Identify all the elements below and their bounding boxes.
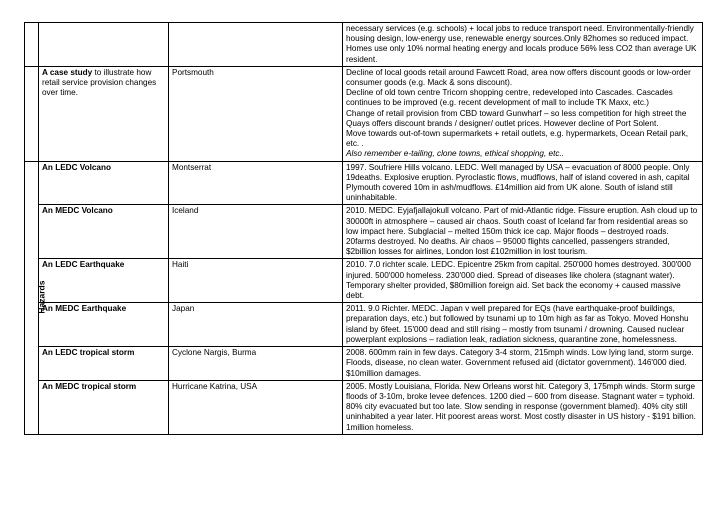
details-italic-text: Also remember e-tailing, clone towns, ethical shopping, etc.. [346,149,564,159]
example-cell [169,23,343,67]
topic-bold-text: An LEDC Volcano [42,162,111,172]
details-text: 2010. MEDC. Eyjafjallajokull volcano. Part of mid-Atlantic ridge. Fissure eruption. Ash cloud up to 30000ft in atmosphere – caused air chaos. South coast of Iceland far from residential areas so low impact here. Subglacial – melted 150m thick ice cap. Major floods – destroyed roads. 20farms destroyed. No deaths. Air chaos – 95000 flights cancelled, passengers stranded, $2billion losses for airlines, London lost £102million in lost tourism. [346,206,698,257]
table-row-ledc-tropical-storm [25,347,703,381]
topic-bold-text: An MEDC Earthquake [42,304,127,314]
example-text: Japan [172,304,195,314]
topic-bold-text: An LEDC tropical storm [42,348,135,358]
details-text: Decline of old town centre Tricorn shopping centre, redeveloped into Cascades. Cascades continues to be improved (e.g. recent development of mall to include TK Maxx, etc.) [346,88,673,108]
table-row-medc-volcano [25,205,703,259]
topic-cell [39,161,169,205]
table-row-ledc-earthquake [25,259,703,303]
topic-cell [39,23,169,67]
details-cell [343,259,703,303]
topic-bold-text: A case study [42,67,93,77]
example-cell [169,303,343,347]
section-label: Hazards [36,280,47,314]
table-row-continuation [25,23,703,67]
example-text: Hurricane Katrina, USA [172,381,258,391]
case-study-table [24,22,703,435]
section-label-cell [25,161,47,434]
details-text: Move towards out-of-town supermarkets + retail outlets, e.g. hypermarkets, Ocean Retail park, etc. . [346,129,688,149]
details-cell [343,205,703,259]
topic-cell [39,303,169,347]
details-text: 1997. Soufriere Hills volcano. LEDC. Well managed by USA – evacuation of 8000 people. Only 19deaths. Explosive eruption. Pyroclastic flows, mudflows, half of island covered in ash, capital Plymouth covered 10m in ash/mudflows. £14million aid from UK alone. South of island still uninhabitable. [346,162,690,203]
topic-bold-text: An MEDC tropical storm [42,381,137,391]
example-cell [169,380,343,434]
table-row-medc-tropical-storm [25,380,703,434]
topic-cell [39,347,169,381]
case-study-table-page [24,22,702,435]
example-cell [169,205,343,259]
topic-bold-text: An MEDC Volcano [42,206,113,216]
table-row-medc-earthquake [25,303,703,347]
details-text: necessary services (e.g. schools) + local jobs to reduce transport need. Environmentally-friendly housing design, low-energy use, renewable energy sources.Only 82homes so reduced impact. Homes use only 10% normal heating energy and locals produce 56% less CO2 than average UK resident. [346,24,697,64]
example-cell [169,347,343,381]
example-cell [169,161,343,205]
topic-cell [39,380,169,434]
details-cell [343,66,703,161]
example-text: Haiti [172,260,189,270]
details-cell [343,23,703,67]
section-cell-blank [25,23,39,67]
table-row-retail [25,66,703,161]
example-text: Cyclone Nargis, Burma [172,348,257,358]
details-text: 2011. 9.0 Richter. MEDC. Japan v well prepared for EQs (have earthquake-proof buildings, preparation days, etc.) but followed by tsunami up to 10m high as far as Tokyo. Moved Honshu island by 6feet. 15'000 dead and still rising – mostly from tsunami / drowning. Caused nuclear powerplant explosions – radiation leak, radiation sickness, quarantine zone, homelessness. [346,304,689,344]
details-text: 2008. 600mm rain in few days. Category 3-4 storm, 215mph winds. Low lying land, storm surge. Floods, disease, no clean water. Government refused aid (dictator government). 146'000 died. $10million damages. [346,348,694,378]
details-text: 2010. 7.0 richter scale. LEDC. Epicentre 25km from capital. 250'000 homes destroyed. 300'000 injured. 500'000 homeless. 230'000 died. Spread of diseases like cholera (stagnant water). Temporary shelter provided, $80million foreign aid. Set back the economy + caused massive debt. [346,260,691,301]
example-text: Montserrat [172,162,212,172]
details-cell [343,380,703,434]
table-row-ledc-volcano [25,161,703,205]
topic-bold-text: An LEDC Earthquake [42,260,125,270]
details-cell [343,347,703,381]
details-cell [343,161,703,205]
details-text: 2005. Mostly Louisiana, Florida. New Orleans worst hit. Category 3, 175mph winds. Storm surge floods of 3-10m, broke levee defences. 1200 died – 600 from disease. Stagnant water = typhoid. 80% city evacuated but too late. Slow sending in response (government blamed). 40% city still uninhabited a year later. Hit poorest areas worst. Most costly disaster in US history - $191 billion. 1million homeless. [346,381,696,432]
example-cell [169,259,343,303]
topic-cell [39,205,169,259]
details-text: Change of retail provision from CBD toward Gunwharf – so less competition for high street the Quays offers discount brands / designer/ outlet prices. However decline of Port Solent. [346,108,687,128]
topic-cell [39,259,169,303]
example-text: Iceland [172,206,199,216]
topic-text: to illustrate how retail service provision changes over time. [42,67,157,98]
example-cell [169,66,343,161]
topic-cell [39,66,169,161]
details-text: Decline of local goods retail around Fawcett Road, area now offers discount goods or low-order consumer goods (e.g. Mack & sons discount). [346,67,691,88]
details-cell [343,303,703,347]
section-cell-blank [25,66,39,161]
example-text: Portsmouth [172,67,214,77]
